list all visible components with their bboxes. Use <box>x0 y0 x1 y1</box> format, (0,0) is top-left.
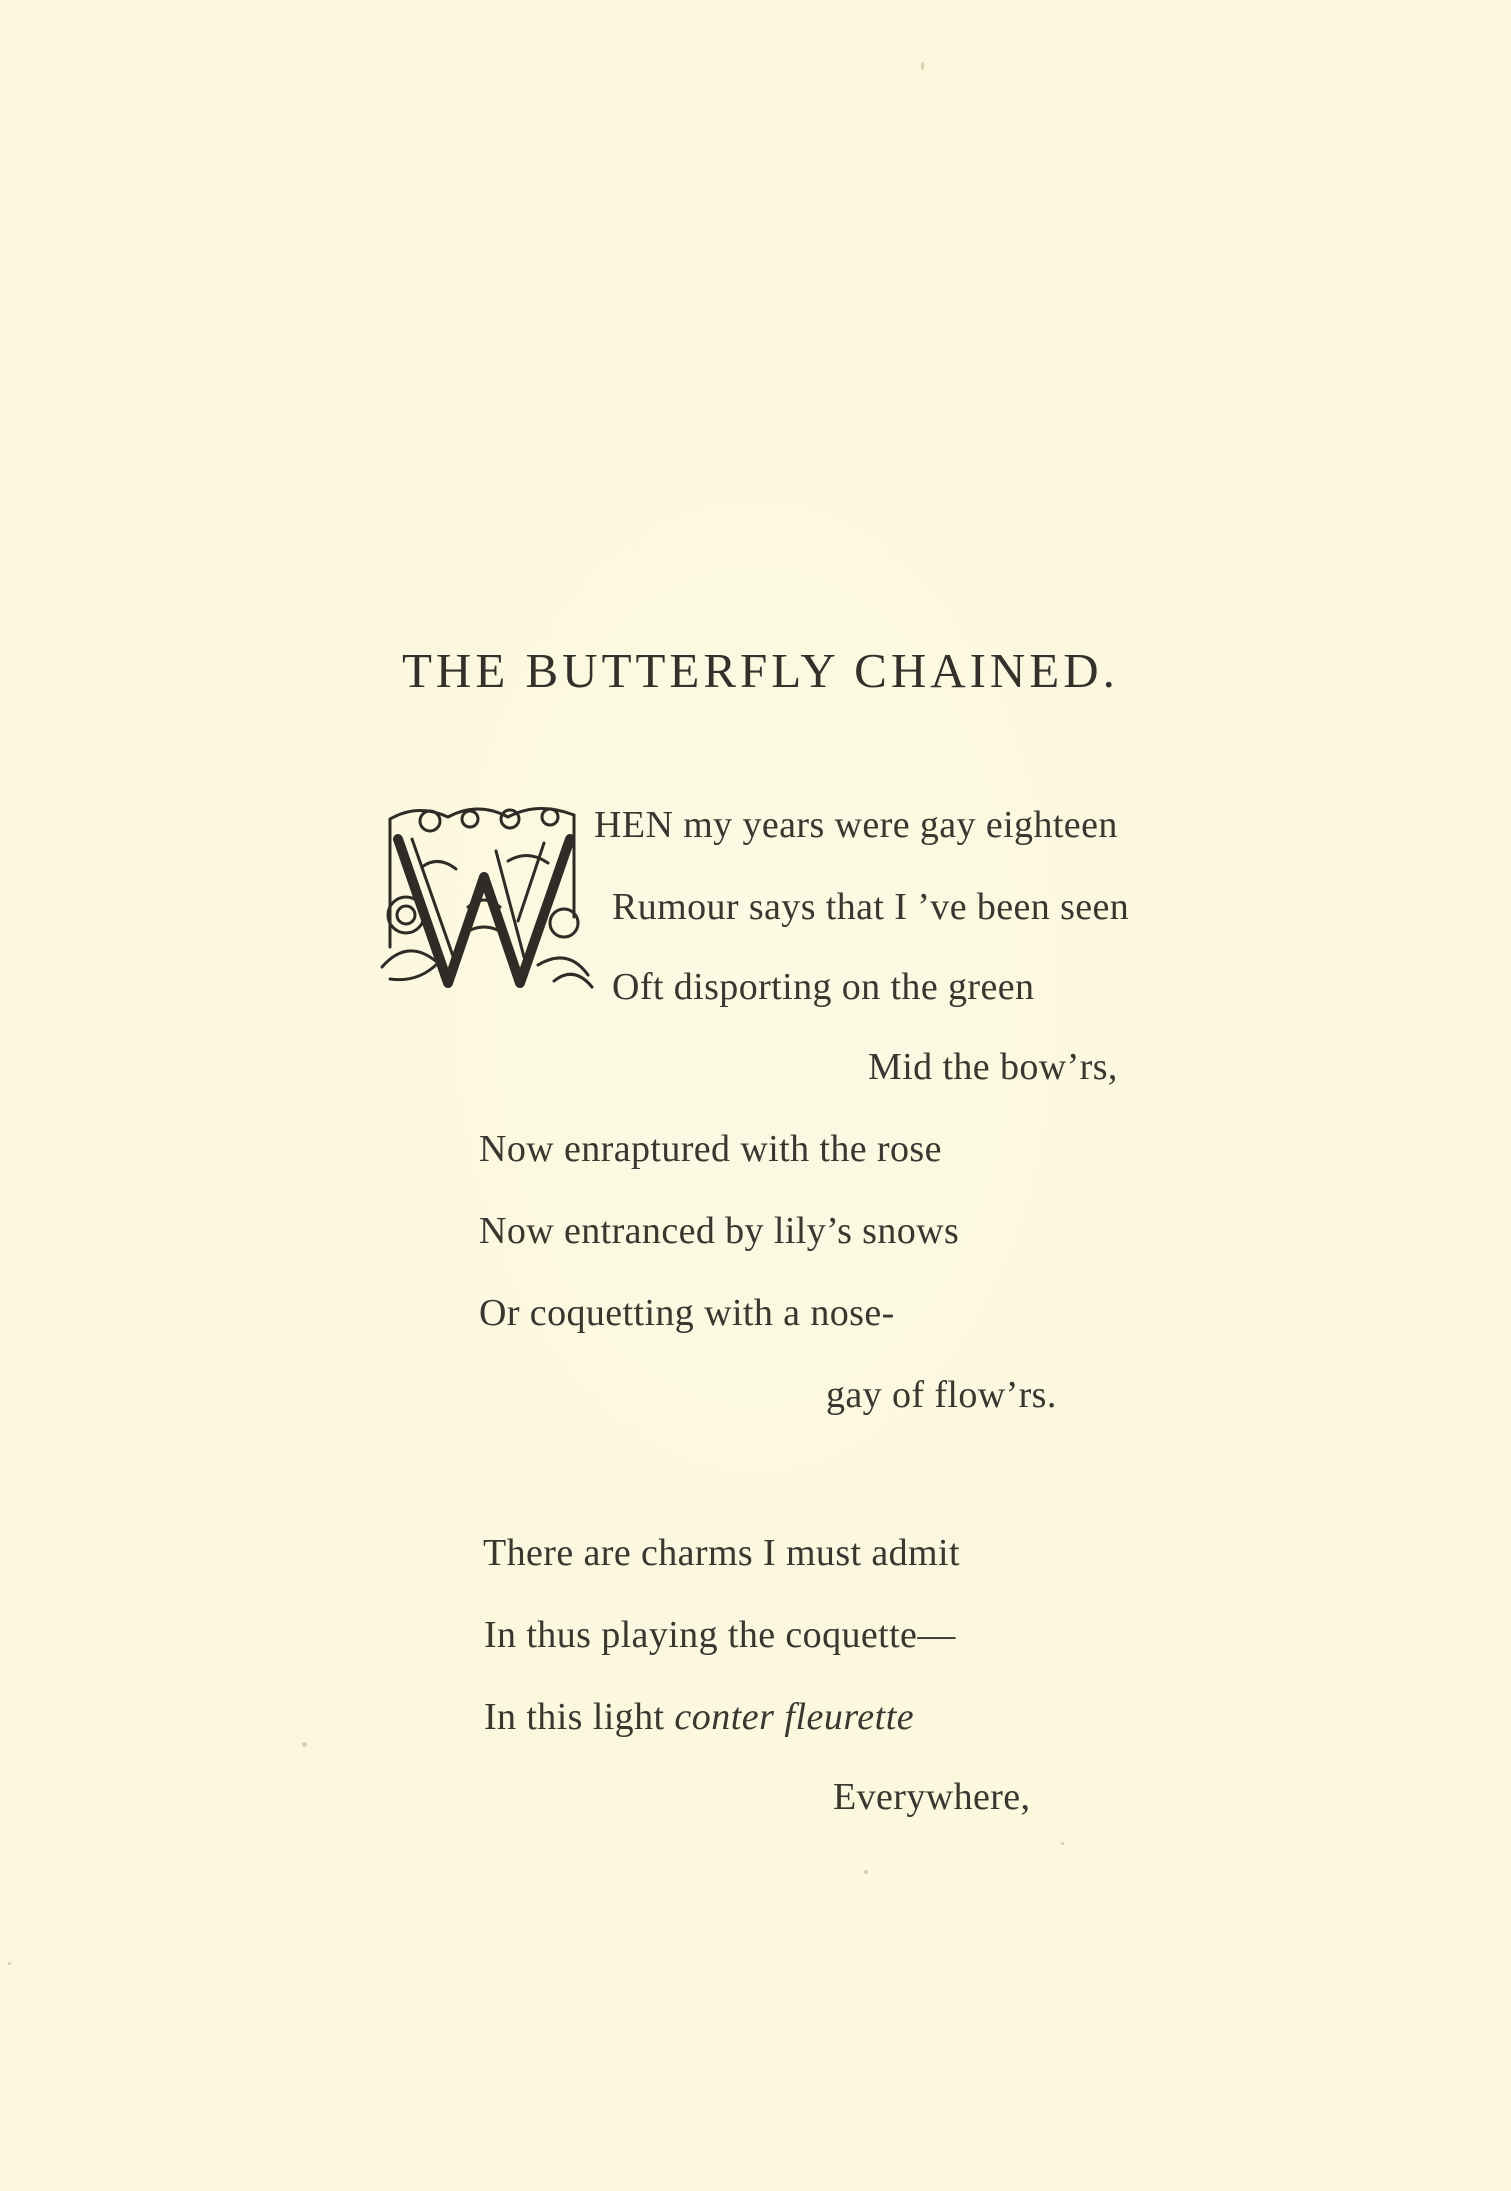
italic-phrase: conter fleurette <box>674 1696 915 1738</box>
poem-line: Oft disporting on the green <box>612 966 1035 1008</box>
poem-line: Now enraptured with the rose <box>479 1128 942 1170</box>
ornamental-drop-cap-w <box>378 797 594 995</box>
paper-speck <box>1061 1842 1064 1845</box>
poem-line: gay of flow’rs. <box>826 1374 1057 1416</box>
paper-speck <box>8 1962 11 1965</box>
paper-speck <box>921 62 924 70</box>
poem-line: Mid the bow’rs, <box>868 1046 1118 1088</box>
poem-line: Or coquetting with a nose- <box>479 1292 895 1334</box>
poem-line-text: In this light <box>484 1696 675 1738</box>
poem-line-with-italic <box>484 1698 914 1736</box>
poem-line: Rumour says that I ’ve been seen <box>612 886 1130 928</box>
poem-line: HEN my years were gay eighteen <box>594 804 1118 846</box>
paper-speck <box>302 1742 307 1747</box>
poem-line: In thus playing the coquette— <box>484 1614 956 1656</box>
poem-line: Now entranced by lily’s snows <box>479 1210 960 1252</box>
poem-line: There are charms I must admit <box>483 1532 960 1574</box>
poem-line: Everywhere, <box>833 1776 1031 1818</box>
paper-speck <box>864 1870 868 1874</box>
poem-title: THE BUTTERFLY CHAINED. <box>402 643 1119 698</box>
